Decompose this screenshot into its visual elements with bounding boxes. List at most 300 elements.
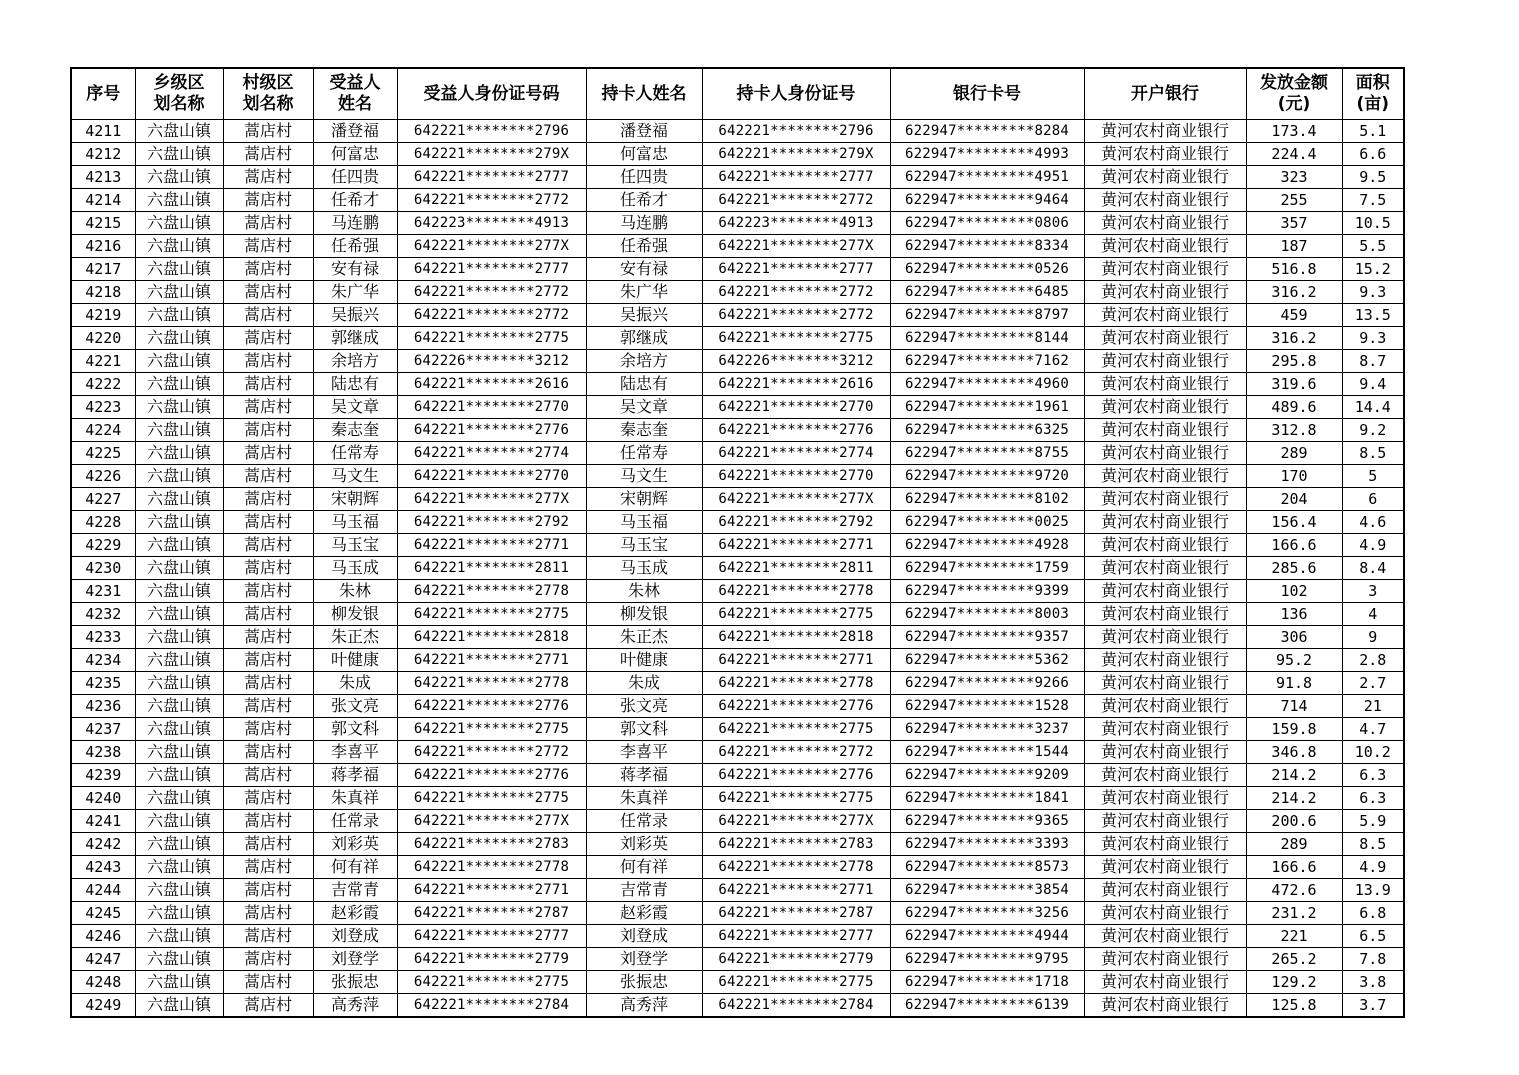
- cell-cardholder-id: 642221********2772: [702, 741, 890, 764]
- cell-serial-number: 4218: [71, 281, 135, 304]
- cell-amount: 489.6: [1246, 396, 1342, 419]
- cell-area: 9.3: [1342, 281, 1404, 304]
- cell-serial-number: 4249: [71, 994, 135, 1018]
- cell-area: 3: [1342, 580, 1404, 603]
- cell-village: 蒿店村: [223, 120, 313, 143]
- table-row: [71, 166, 1404, 189]
- cell-beneficiary-name: 吴振兴: [313, 304, 397, 327]
- cell-amount: 265.2: [1246, 948, 1342, 971]
- table-row: [71, 143, 1404, 166]
- cell-beneficiary-id: 642221********2778: [397, 580, 586, 603]
- cell-amount: 173.4: [1246, 120, 1342, 143]
- cell-cardholder-name: 宋朝辉: [586, 488, 702, 511]
- table-row: [71, 810, 1404, 833]
- cell-serial-number: 4238: [71, 741, 135, 764]
- cell-amount: 316.2: [1246, 327, 1342, 350]
- table-row: [71, 580, 1404, 603]
- cell-bank: 黄河农村商业银行: [1084, 856, 1246, 879]
- table-row: [71, 235, 1404, 258]
- cell-bank-card-number: 622947*********3256: [890, 902, 1084, 925]
- table-row: [71, 212, 1404, 235]
- cell-serial-number: 4239: [71, 764, 135, 787]
- cell-township: 六盘山镇: [135, 120, 223, 143]
- cell-bank: 黄河农村商业银行: [1084, 373, 1246, 396]
- cell-beneficiary-id: 642221********2811: [397, 557, 586, 580]
- cell-serial-number: 4223: [71, 396, 135, 419]
- cell-township: 六盘山镇: [135, 511, 223, 534]
- cell-cardholder-id: 642221********2775: [702, 718, 890, 741]
- cell-beneficiary-name: 何富忠: [313, 143, 397, 166]
- cell-bank-card-number: 622947*********9720: [890, 465, 1084, 488]
- cell-cardholder-id: 642221********2779: [702, 948, 890, 971]
- table-row: [71, 120, 1404, 143]
- cell-amount: 224.4: [1246, 143, 1342, 166]
- cell-bank-card-number: 622947*********6139: [890, 994, 1084, 1018]
- cell-beneficiary-id: 642221********2770: [397, 465, 586, 488]
- cell-serial-number: 4220: [71, 327, 135, 350]
- table-row: [71, 833, 1404, 856]
- cell-cardholder-name: 叶健康: [586, 649, 702, 672]
- cell-cardholder-id: 642221********2787: [702, 902, 890, 925]
- cell-beneficiary-id: 642221********2770: [397, 396, 586, 419]
- cell-village: 蒿店村: [223, 442, 313, 465]
- cell-village: 蒿店村: [223, 695, 313, 718]
- cell-cardholder-name: 朱广华: [586, 281, 702, 304]
- cell-township: 六盘山镇: [135, 166, 223, 189]
- cell-beneficiary-name: 任常录: [313, 810, 397, 833]
- cell-serial-number: 4224: [71, 419, 135, 442]
- cell-area: 6.6: [1342, 143, 1404, 166]
- cell-cardholder-name: 郭继成: [586, 327, 702, 350]
- cell-beneficiary-name: 任希才: [313, 189, 397, 212]
- cell-bank-card-number: 622947*********0025: [890, 511, 1084, 534]
- cell-area: 4.7: [1342, 718, 1404, 741]
- cell-beneficiary-id: 642221********2775: [397, 718, 586, 741]
- table-row: [71, 764, 1404, 787]
- cell-village: 蒿店村: [223, 281, 313, 304]
- cell-serial-number: 4215: [71, 212, 135, 235]
- cell-cardholder-name: 蒋孝福: [586, 764, 702, 787]
- cell-bank: 黄河农村商业银行: [1084, 672, 1246, 695]
- table-row: [71, 718, 1404, 741]
- cell-cardholder-name: 吴文章: [586, 396, 702, 419]
- cell-cardholder-id: 642221********2771: [702, 534, 890, 557]
- cell-township: 六盘山镇: [135, 856, 223, 879]
- cell-amount: 295.8: [1246, 350, 1342, 373]
- cell-beneficiary-name: 张振忠: [313, 971, 397, 994]
- table-row: [71, 695, 1404, 718]
- cell-cardholder-id: 642221********2784: [702, 994, 890, 1018]
- cell-cardholder-name: 任四贵: [586, 166, 702, 189]
- cell-village: 蒿店村: [223, 534, 313, 557]
- table-row: [71, 465, 1404, 488]
- cell-cardholder-name: 郭文科: [586, 718, 702, 741]
- cell-beneficiary-name: 张文亮: [313, 695, 397, 718]
- cell-bank-card-number: 622947*********9266: [890, 672, 1084, 695]
- cell-village: 蒿店村: [223, 419, 313, 442]
- cell-cardholder-id: 642221********2774: [702, 442, 890, 465]
- cell-village: 蒿店村: [223, 143, 313, 166]
- cell-beneficiary-name: 安有禄: [313, 258, 397, 281]
- cell-village: 蒿店村: [223, 396, 313, 419]
- cell-bank-card-number: 622947*********8144: [890, 327, 1084, 350]
- cell-bank: 黄河农村商业银行: [1084, 810, 1246, 833]
- cell-cardholder-id: 642221********277X: [702, 235, 890, 258]
- cell-township: 六盘山镇: [135, 902, 223, 925]
- cell-cardholder-id: 642221********2796: [702, 120, 890, 143]
- cell-bank: 黄河农村商业银行: [1084, 350, 1246, 373]
- cell-beneficiary-name: 秦志奎: [313, 419, 397, 442]
- cell-amount: 125.8: [1246, 994, 1342, 1018]
- cell-bank-card-number: 622947*********9399: [890, 580, 1084, 603]
- cell-amount: 159.8: [1246, 718, 1342, 741]
- cell-beneficiary-id: 642221********2775: [397, 787, 586, 810]
- cell-bank: 黄河农村商业银行: [1084, 948, 1246, 971]
- cell-area: 4.9: [1342, 534, 1404, 557]
- cell-beneficiary-id: 642221********277X: [397, 810, 586, 833]
- cell-serial-number: 4226: [71, 465, 135, 488]
- cell-cardholder-id: 642226********3212: [702, 350, 890, 373]
- cell-beneficiary-name: 任希强: [313, 235, 397, 258]
- cell-cardholder-id: 642221********2777: [702, 166, 890, 189]
- cell-amount: 289: [1246, 442, 1342, 465]
- cell-bank-card-number: 622947*********8797: [890, 304, 1084, 327]
- cell-bank: 黄河农村商业银行: [1084, 304, 1246, 327]
- table-row: [71, 925, 1404, 948]
- cell-beneficiary-id: 642223********4913: [397, 212, 586, 235]
- cell-amount: 346.8: [1246, 741, 1342, 764]
- cell-serial-number: 4243: [71, 856, 135, 879]
- table-row: [71, 787, 1404, 810]
- cell-bank: 黄河农村商业银行: [1084, 695, 1246, 718]
- cell-bank: 黄河农村商业银行: [1084, 879, 1246, 902]
- cell-village: 蒿店村: [223, 672, 313, 695]
- cell-cardholder-id: 642221********2777: [702, 258, 890, 281]
- cell-bank: 黄河农村商业银行: [1084, 580, 1246, 603]
- table-row: [71, 534, 1404, 557]
- cell-bank: 黄河农村商业银行: [1084, 649, 1246, 672]
- cell-serial-number: 4225: [71, 442, 135, 465]
- cell-village: 蒿店村: [223, 649, 313, 672]
- cell-beneficiary-id: 642221********2772: [397, 741, 586, 764]
- cell-serial-number: 4245: [71, 902, 135, 925]
- cell-area: 9.4: [1342, 373, 1404, 396]
- cell-serial-number: 4212: [71, 143, 135, 166]
- cell-cardholder-name: 吴振兴: [586, 304, 702, 327]
- table-row: [71, 971, 1404, 994]
- cell-beneficiary-id: 642221********2775: [397, 603, 586, 626]
- cell-bank-card-number: 622947*********0806: [890, 212, 1084, 235]
- cell-village: 蒿店村: [223, 856, 313, 879]
- cell-beneficiary-id: 642221********2777: [397, 258, 586, 281]
- cell-village: 蒿店村: [223, 833, 313, 856]
- cell-amount: 156.4: [1246, 511, 1342, 534]
- cell-cardholder-id: 642221********2778: [702, 856, 890, 879]
- cell-bank-card-number: 622947*********8334: [890, 235, 1084, 258]
- cell-cardholder-name: 李喜平: [586, 741, 702, 764]
- cell-cardholder-name: 刘登学: [586, 948, 702, 971]
- cell-bank-card-number: 622947*********8102: [890, 488, 1084, 511]
- cell-bank-card-number: 622947*********4944: [890, 925, 1084, 948]
- cell-bank: 黄河农村商业银行: [1084, 281, 1246, 304]
- cell-serial-number: 4219: [71, 304, 135, 327]
- cell-bank: 黄河农村商业银行: [1084, 120, 1246, 143]
- cell-bank-card-number: 622947*********6485: [890, 281, 1084, 304]
- table-row: [71, 948, 1404, 971]
- cell-area: 6.3: [1342, 787, 1404, 810]
- cell-township: 六盘山镇: [135, 258, 223, 281]
- header-cardholder-id: 持卡人身份证号: [702, 68, 890, 120]
- cell-beneficiary-name: 蒋孝福: [313, 764, 397, 787]
- cell-beneficiary-name: 马玉宝: [313, 534, 397, 557]
- cell-bank-card-number: 622947*********3854: [890, 879, 1084, 902]
- cell-area: 5.5: [1342, 235, 1404, 258]
- cell-serial-number: 4240: [71, 787, 135, 810]
- cell-amount: 102: [1246, 580, 1342, 603]
- cell-village: 蒿店村: [223, 879, 313, 902]
- cell-serial-number: 4233: [71, 626, 135, 649]
- cell-township: 六盘山镇: [135, 212, 223, 235]
- cell-cardholder-id: 642221********2776: [702, 764, 890, 787]
- cell-beneficiary-id: 642221********2616: [397, 373, 586, 396]
- cell-beneficiary-id: 642221********2776: [397, 419, 586, 442]
- cell-township: 六盘山镇: [135, 465, 223, 488]
- cell-township: 六盘山镇: [135, 787, 223, 810]
- cell-township: 六盘山镇: [135, 350, 223, 373]
- cell-village: 蒿店村: [223, 603, 313, 626]
- cell-amount: 319.6: [1246, 373, 1342, 396]
- cell-area: 3.8: [1342, 971, 1404, 994]
- cell-village: 蒿店村: [223, 373, 313, 396]
- cell-beneficiary-name: 朱林: [313, 580, 397, 603]
- cell-bank-card-number: 622947*********8573: [890, 856, 1084, 879]
- cell-serial-number: 4227: [71, 488, 135, 511]
- cell-cardholder-id: 642221********2771: [702, 649, 890, 672]
- beneficiary-table: [70, 67, 1405, 1018]
- cell-area: 4.6: [1342, 511, 1404, 534]
- cell-serial-number: 4230: [71, 557, 135, 580]
- cell-bank: 黄河农村商业银行: [1084, 787, 1246, 810]
- cell-cardholder-id: 642221********277X: [702, 488, 890, 511]
- cell-village: 蒿店村: [223, 327, 313, 350]
- cell-cardholder-id: 642221********2616: [702, 373, 890, 396]
- cell-bank-card-number: 622947*********5362: [890, 649, 1084, 672]
- header-cardholder-name: 持卡人姓名: [586, 68, 702, 120]
- cell-beneficiary-id: 642221********2771: [397, 534, 586, 557]
- cell-serial-number: 4213: [71, 166, 135, 189]
- cell-beneficiary-id: 642221********2792: [397, 511, 586, 534]
- cell-township: 六盘山镇: [135, 488, 223, 511]
- cell-township: 六盘山镇: [135, 672, 223, 695]
- cell-township: 六盘山镇: [135, 833, 223, 856]
- cell-cardholder-id: 642223********4913: [702, 212, 890, 235]
- cell-cardholder-id: 642221********2792: [702, 511, 890, 534]
- cell-cardholder-name: 任常录: [586, 810, 702, 833]
- cell-beneficiary-id: 642221********277X: [397, 235, 586, 258]
- cell-village: 蒿店村: [223, 350, 313, 373]
- cell-beneficiary-name: 李喜平: [313, 741, 397, 764]
- header-row: [71, 68, 1404, 120]
- cell-area: 7.8: [1342, 948, 1404, 971]
- cell-cardholder-id: 642221********2772: [702, 189, 890, 212]
- cell-cardholder-id: 642221********2772: [702, 304, 890, 327]
- cell-beneficiary-name: 朱成: [313, 672, 397, 695]
- cell-beneficiary-id: 642221********2776: [397, 695, 586, 718]
- cell-village: 蒿店村: [223, 787, 313, 810]
- cell-amount: 289: [1246, 833, 1342, 856]
- table-row: [71, 258, 1404, 281]
- table-row: [71, 396, 1404, 419]
- cell-bank: 黄河农村商业银行: [1084, 419, 1246, 442]
- cell-area: 21: [1342, 695, 1404, 718]
- cell-village: 蒿店村: [223, 580, 313, 603]
- cell-village: 蒿店村: [223, 465, 313, 488]
- cell-beneficiary-name: 任四贵: [313, 166, 397, 189]
- cell-village: 蒿店村: [223, 304, 313, 327]
- cell-bank: 黄河农村商业银行: [1084, 557, 1246, 580]
- cell-beneficiary-id: 642221********2775: [397, 971, 586, 994]
- cell-amount: 231.2: [1246, 902, 1342, 925]
- cell-amount: 204: [1246, 488, 1342, 511]
- cell-amount: 323: [1246, 166, 1342, 189]
- cell-beneficiary-id: 642221********2783: [397, 833, 586, 856]
- cell-serial-number: 4247: [71, 948, 135, 971]
- cell-beneficiary-name: 朱正杰: [313, 626, 397, 649]
- cell-serial-number: 4222: [71, 373, 135, 396]
- cell-beneficiary-name: 刘登成: [313, 925, 397, 948]
- cell-township: 六盘山镇: [135, 373, 223, 396]
- cell-bank: 黄河农村商业银行: [1084, 764, 1246, 787]
- cell-serial-number: 4241: [71, 810, 135, 833]
- cell-beneficiary-id: 642221********2779: [397, 948, 586, 971]
- header-village: 村级区 划名称: [223, 68, 313, 120]
- cell-bank-card-number: 622947*********3237: [890, 718, 1084, 741]
- cell-beneficiary-name: 余培方: [313, 350, 397, 373]
- cell-amount: 714: [1246, 695, 1342, 718]
- cell-bank-card-number: 622947*********4960: [890, 373, 1084, 396]
- cell-beneficiary-id: 642221********2771: [397, 649, 586, 672]
- cell-area: 9.5: [1342, 166, 1404, 189]
- cell-area: 13.5: [1342, 304, 1404, 327]
- cell-township: 六盘山镇: [135, 925, 223, 948]
- cell-beneficiary-id: 642221********2778: [397, 856, 586, 879]
- cell-cardholder-name: 何有祥: [586, 856, 702, 879]
- cell-bank-card-number: 622947*********9209: [890, 764, 1084, 787]
- cell-village: 蒿店村: [223, 741, 313, 764]
- cell-serial-number: 4216: [71, 235, 135, 258]
- cell-beneficiary-name: 宋朝辉: [313, 488, 397, 511]
- cell-bank-card-number: 622947*********1528: [890, 695, 1084, 718]
- cell-amount: 91.8: [1246, 672, 1342, 695]
- cell-beneficiary-name: 马连鹏: [313, 212, 397, 235]
- cell-cardholder-id: 642221********2775: [702, 327, 890, 350]
- cell-amount: 221: [1246, 925, 1342, 948]
- cell-area: 4.9: [1342, 856, 1404, 879]
- cell-bank-card-number: 622947*********7162: [890, 350, 1084, 373]
- cell-cardholder-id: 642221********2776: [702, 695, 890, 718]
- cell-amount: 472.6: [1246, 879, 1342, 902]
- cell-bank-card-number: 622947*********1718: [890, 971, 1084, 994]
- cell-bank-card-number: 622947*********9464: [890, 189, 1084, 212]
- cell-bank: 黄河农村商业银行: [1084, 143, 1246, 166]
- cell-village: 蒿店村: [223, 166, 313, 189]
- cell-serial-number: 4246: [71, 925, 135, 948]
- cell-bank: 黄河农村商业银行: [1084, 488, 1246, 511]
- table-row: [71, 994, 1404, 1018]
- cell-beneficiary-name: 郭继成: [313, 327, 397, 350]
- cell-serial-number: 4235: [71, 672, 135, 695]
- cell-village: 蒿店村: [223, 764, 313, 787]
- cell-bank: 黄河农村商业银行: [1084, 741, 1246, 764]
- cell-township: 六盘山镇: [135, 649, 223, 672]
- table-body: [71, 120, 1404, 1018]
- cell-bank: 黄河农村商业银行: [1084, 833, 1246, 856]
- cell-village: 蒿店村: [223, 948, 313, 971]
- cell-cardholder-name: 陆忠有: [586, 373, 702, 396]
- cell-village: 蒿店村: [223, 902, 313, 925]
- cell-serial-number: 4228: [71, 511, 135, 534]
- cell-area: 6: [1342, 488, 1404, 511]
- cell-township: 六盘山镇: [135, 327, 223, 350]
- cell-area: 14.4: [1342, 396, 1404, 419]
- cell-cardholder-name: 马连鹏: [586, 212, 702, 235]
- cell-cardholder-name: 朱成: [586, 672, 702, 695]
- cell-beneficiary-name: 柳发银: [313, 603, 397, 626]
- table-row: [71, 488, 1404, 511]
- cell-village: 蒿店村: [223, 235, 313, 258]
- table-row: [71, 189, 1404, 212]
- cell-cardholder-name: 任希才: [586, 189, 702, 212]
- cell-cardholder-name: 高秀萍: [586, 994, 702, 1018]
- table-row: [71, 879, 1404, 902]
- cell-beneficiary-id: 642221********2775: [397, 327, 586, 350]
- cell-bank-card-number: 622947*********1759: [890, 557, 1084, 580]
- cell-serial-number: 4234: [71, 649, 135, 672]
- cell-bank-card-number: 622947*********1841: [890, 787, 1084, 810]
- cell-bank: 黄河农村商业银行: [1084, 534, 1246, 557]
- header-bank-card-number: 银行卡号: [890, 68, 1084, 120]
- table-row: [71, 373, 1404, 396]
- cell-beneficiary-name: 刘彩英: [313, 833, 397, 856]
- cell-beneficiary-id: 642221********2777: [397, 166, 586, 189]
- cell-cardholder-name: 刘彩英: [586, 833, 702, 856]
- cell-cardholder-name: 刘登成: [586, 925, 702, 948]
- cell-bank-card-number: 622947*********1544: [890, 741, 1084, 764]
- cell-amount: 166.6: [1246, 534, 1342, 557]
- cell-cardholder-name: 朱林: [586, 580, 702, 603]
- cell-amount: 255: [1246, 189, 1342, 212]
- cell-serial-number: 4248: [71, 971, 135, 994]
- table-row: [71, 856, 1404, 879]
- cell-area: 5.9: [1342, 810, 1404, 833]
- table-header: [71, 68, 1404, 120]
- table-row: [71, 626, 1404, 649]
- table-row: [71, 281, 1404, 304]
- cell-bank: 黄河农村商业银行: [1084, 718, 1246, 741]
- cell-serial-number: 4236: [71, 695, 135, 718]
- table-row: [71, 419, 1404, 442]
- cell-bank: 黄河农村商业银行: [1084, 258, 1246, 281]
- cell-beneficiary-name: 高秀萍: [313, 994, 397, 1018]
- cell-cardholder-id: 642221********2775: [702, 971, 890, 994]
- cell-village: 蒿店村: [223, 971, 313, 994]
- cell-area: 5: [1342, 465, 1404, 488]
- cell-beneficiary-name: 吉常青: [313, 879, 397, 902]
- cell-cardholder-id: 642221********2818: [702, 626, 890, 649]
- cell-cardholder-id: 642221********2783: [702, 833, 890, 856]
- cell-area: 3.7: [1342, 994, 1404, 1018]
- table-row: [71, 511, 1404, 534]
